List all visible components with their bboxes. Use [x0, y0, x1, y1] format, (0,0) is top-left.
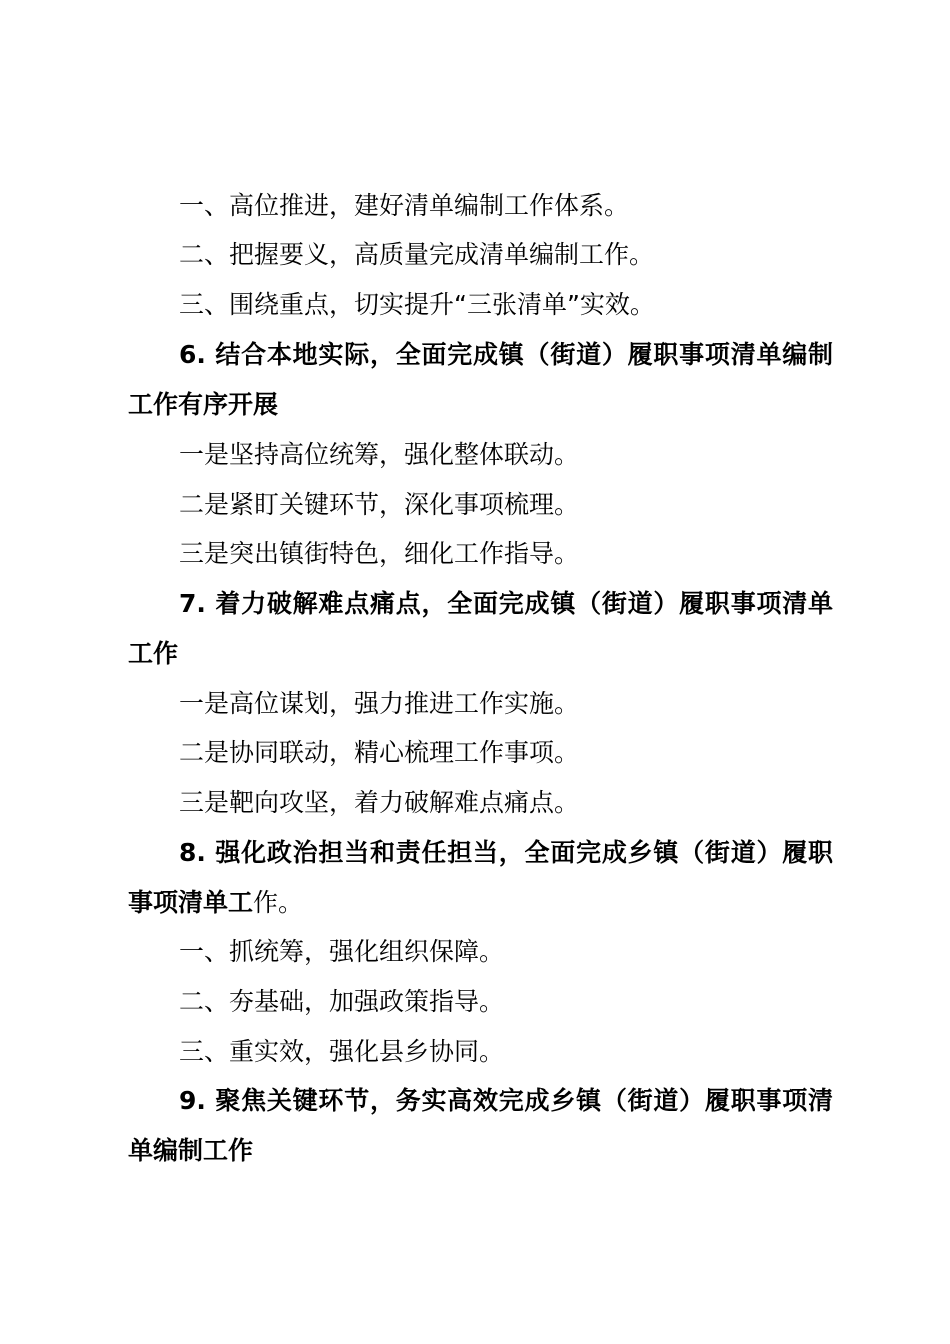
list-item: 二、把握要义，高质量完成清单编制工作。	[179, 240, 655, 269]
section-heading: 9. 聚焦关键环节，务实高效完成乡镇（街道）履职事项清单编制工作	[128, 1086, 833, 1165]
list-item: 一、抓统筹，强化组织保障。	[179, 937, 505, 966]
list-item: 二、夯基础，加强政策指导。	[179, 987, 505, 1016]
list-item: 二是紧盯关键环节，深化事项梳理。	[179, 490, 580, 519]
list-item: 三、重实效，强化县乡协同。	[179, 1037, 505, 1066]
section-heading-tail: 作。	[253, 888, 304, 917]
list-item: 一、高位推进，建好清单编制工作体系。	[179, 191, 630, 220]
section-heading-text: 8. 强化政治担当和责任担当，全面完成乡镇（街道）履职事项清单工	[128, 838, 833, 917]
list-item: 三是靶向攻坚，着力破解难点痛点。	[179, 788, 580, 817]
list-item: 三、围绕重点，切实提升“三张清单”实效。	[179, 290, 655, 319]
list-item: 三是突出镇街特色，细化工作指导。	[179, 539, 580, 568]
list-item: 一是坚持高位统筹，强化整体联动。	[179, 440, 580, 469]
list-item: 一是高位谋划，强力推进工作实施。	[179, 689, 580, 718]
section-heading	[128, 828, 833, 928]
section-heading: 7. 着力破解难点痛点，全面完成镇（街道）履职事项清单工作	[128, 589, 833, 668]
section-heading: 6. 结合本地实际，全面完成镇（街道）履职事项清单编制工作有序开展	[128, 340, 833, 419]
list-item: 二是协同联动，精心梳理工作事项。	[179, 738, 580, 767]
